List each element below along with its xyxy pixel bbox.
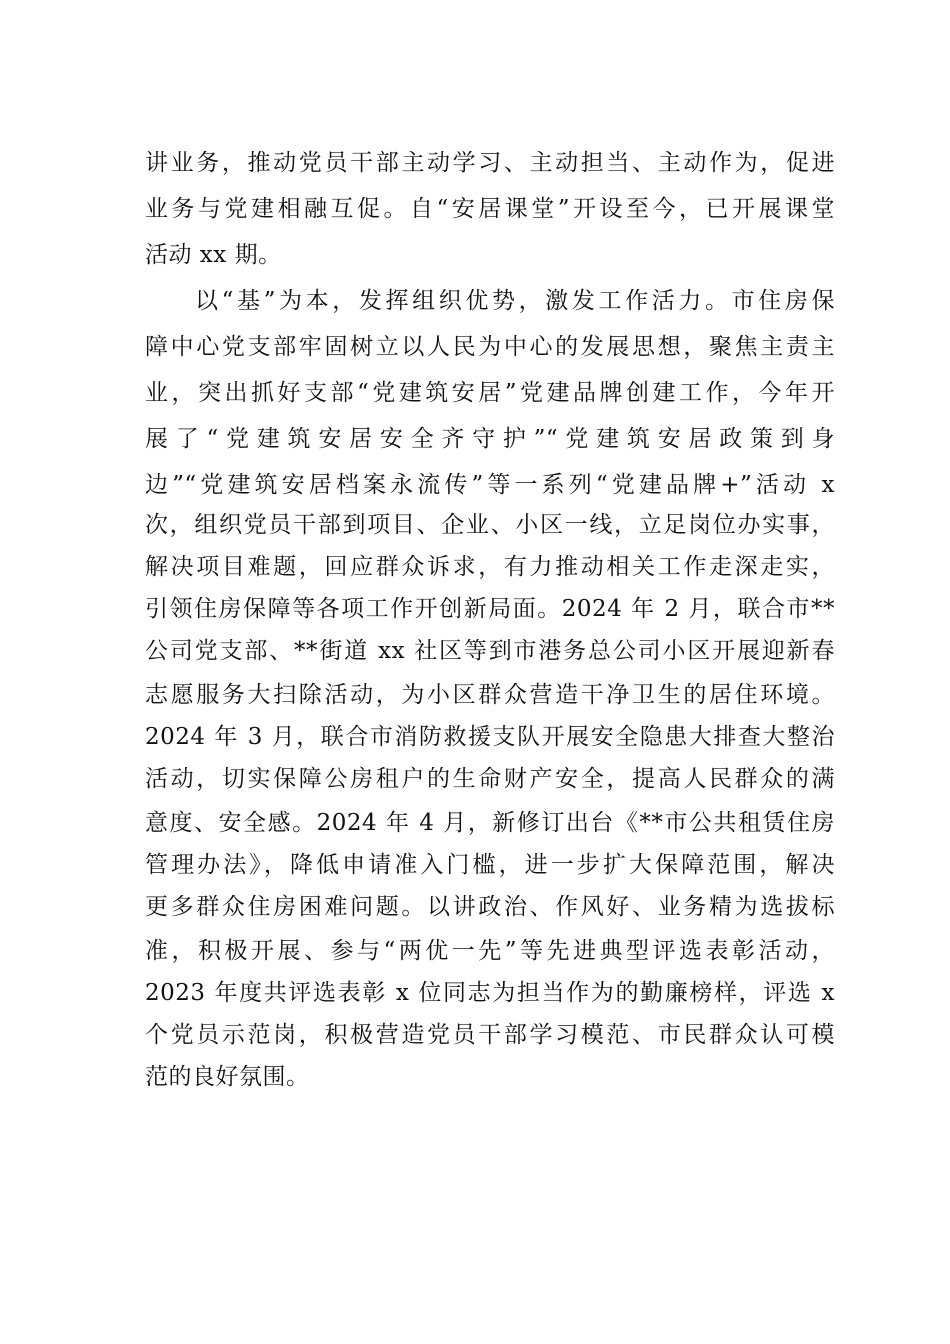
paragraph-2-line-11: 2024 年 3 月，联合市消防救援支队开展安全隐患大排查大整治: [145, 724, 835, 750]
paragraph-2-line-9: 公司党支部、**街道 xx 社区等到市港务总公司小区开展迎新春: [145, 638, 835, 664]
paragraph-1-line-1: 讲业务，推动党员干部主动学习、主动担当、主动作为，促进: [145, 150, 835, 176]
paragraph-2-line-1: 以“基”为本，发挥组织优势，激发工作活力。市住房保: [195, 288, 835, 314]
paragraph-2-line-2: 障中心党支部牢固树立以人民为中心的发展思想，聚焦主责主: [145, 334, 835, 360]
paragraph-2-line-15: 更多群众住房困难问题。以讲政治、作风好、业务精为选拔标: [145, 894, 835, 920]
paragraph-2-line-14: 管理办法》，降低申请准入门槛，进一步扩大保障范围，解决: [145, 852, 835, 878]
paragraph-2-line-6: 次，组织党员干部到项目、企业、小区一线，立足岗位办实事，: [145, 512, 835, 538]
paragraph-2-line-3: 业，突出抓好支部“党建筑安居”党建品牌创建工作，今年开: [145, 380, 835, 406]
paragraph-2-line-10: 志愿服务大扫除活动，为小区群众营造干净卫生的居住环境。: [145, 682, 835, 708]
paragraph-1-line-3: 活动 xx 期。: [145, 242, 282, 268]
paragraph-2-line-8: 引领住房保障等各项工作开创新局面。2024 年 2 月，联合市**: [145, 596, 835, 622]
paragraph-2-line-13: 意度、安全感。2024 年 4 月，新修订出台《**市公共租赁住房: [145, 810, 835, 836]
paragraph-2-line-5: 边”“党建筑安居档案永流传”等一系列“党建品牌+”活动 x: [145, 472, 835, 498]
paragraph-2-line-4: 展了“党建筑安居安全齐守护”“党建筑安居政策到身: [145, 426, 835, 452]
paragraph-2-line-18: 个党员示范岗，积极营造党员干部学习模范、市民群众认可模: [145, 1022, 835, 1048]
paragraph-2-line-19: 范的良好氛围。: [145, 1064, 310, 1090]
paragraph-2-line-17: 2023 年度共评选表彰 x 位同志为担当作为的勤廉榜样，评选 x: [145, 980, 835, 1006]
paragraph-2-line-7: 解决项目难题，回应群众诉求，有力推动相关工作走深走实，: [145, 554, 835, 580]
paragraph-2-line-16: 准，积极开展、参与“两优一先”等先进典型评选表彰活动，: [145, 938, 835, 964]
paragraph-2-line-12: 活动，切实保障公房租户的生命财产安全，提高人民群众的满: [145, 766, 835, 792]
paragraph-1-line-2: 业务与党建相融互促。自“安居课堂”开设至今，已开展课堂: [145, 196, 835, 222]
